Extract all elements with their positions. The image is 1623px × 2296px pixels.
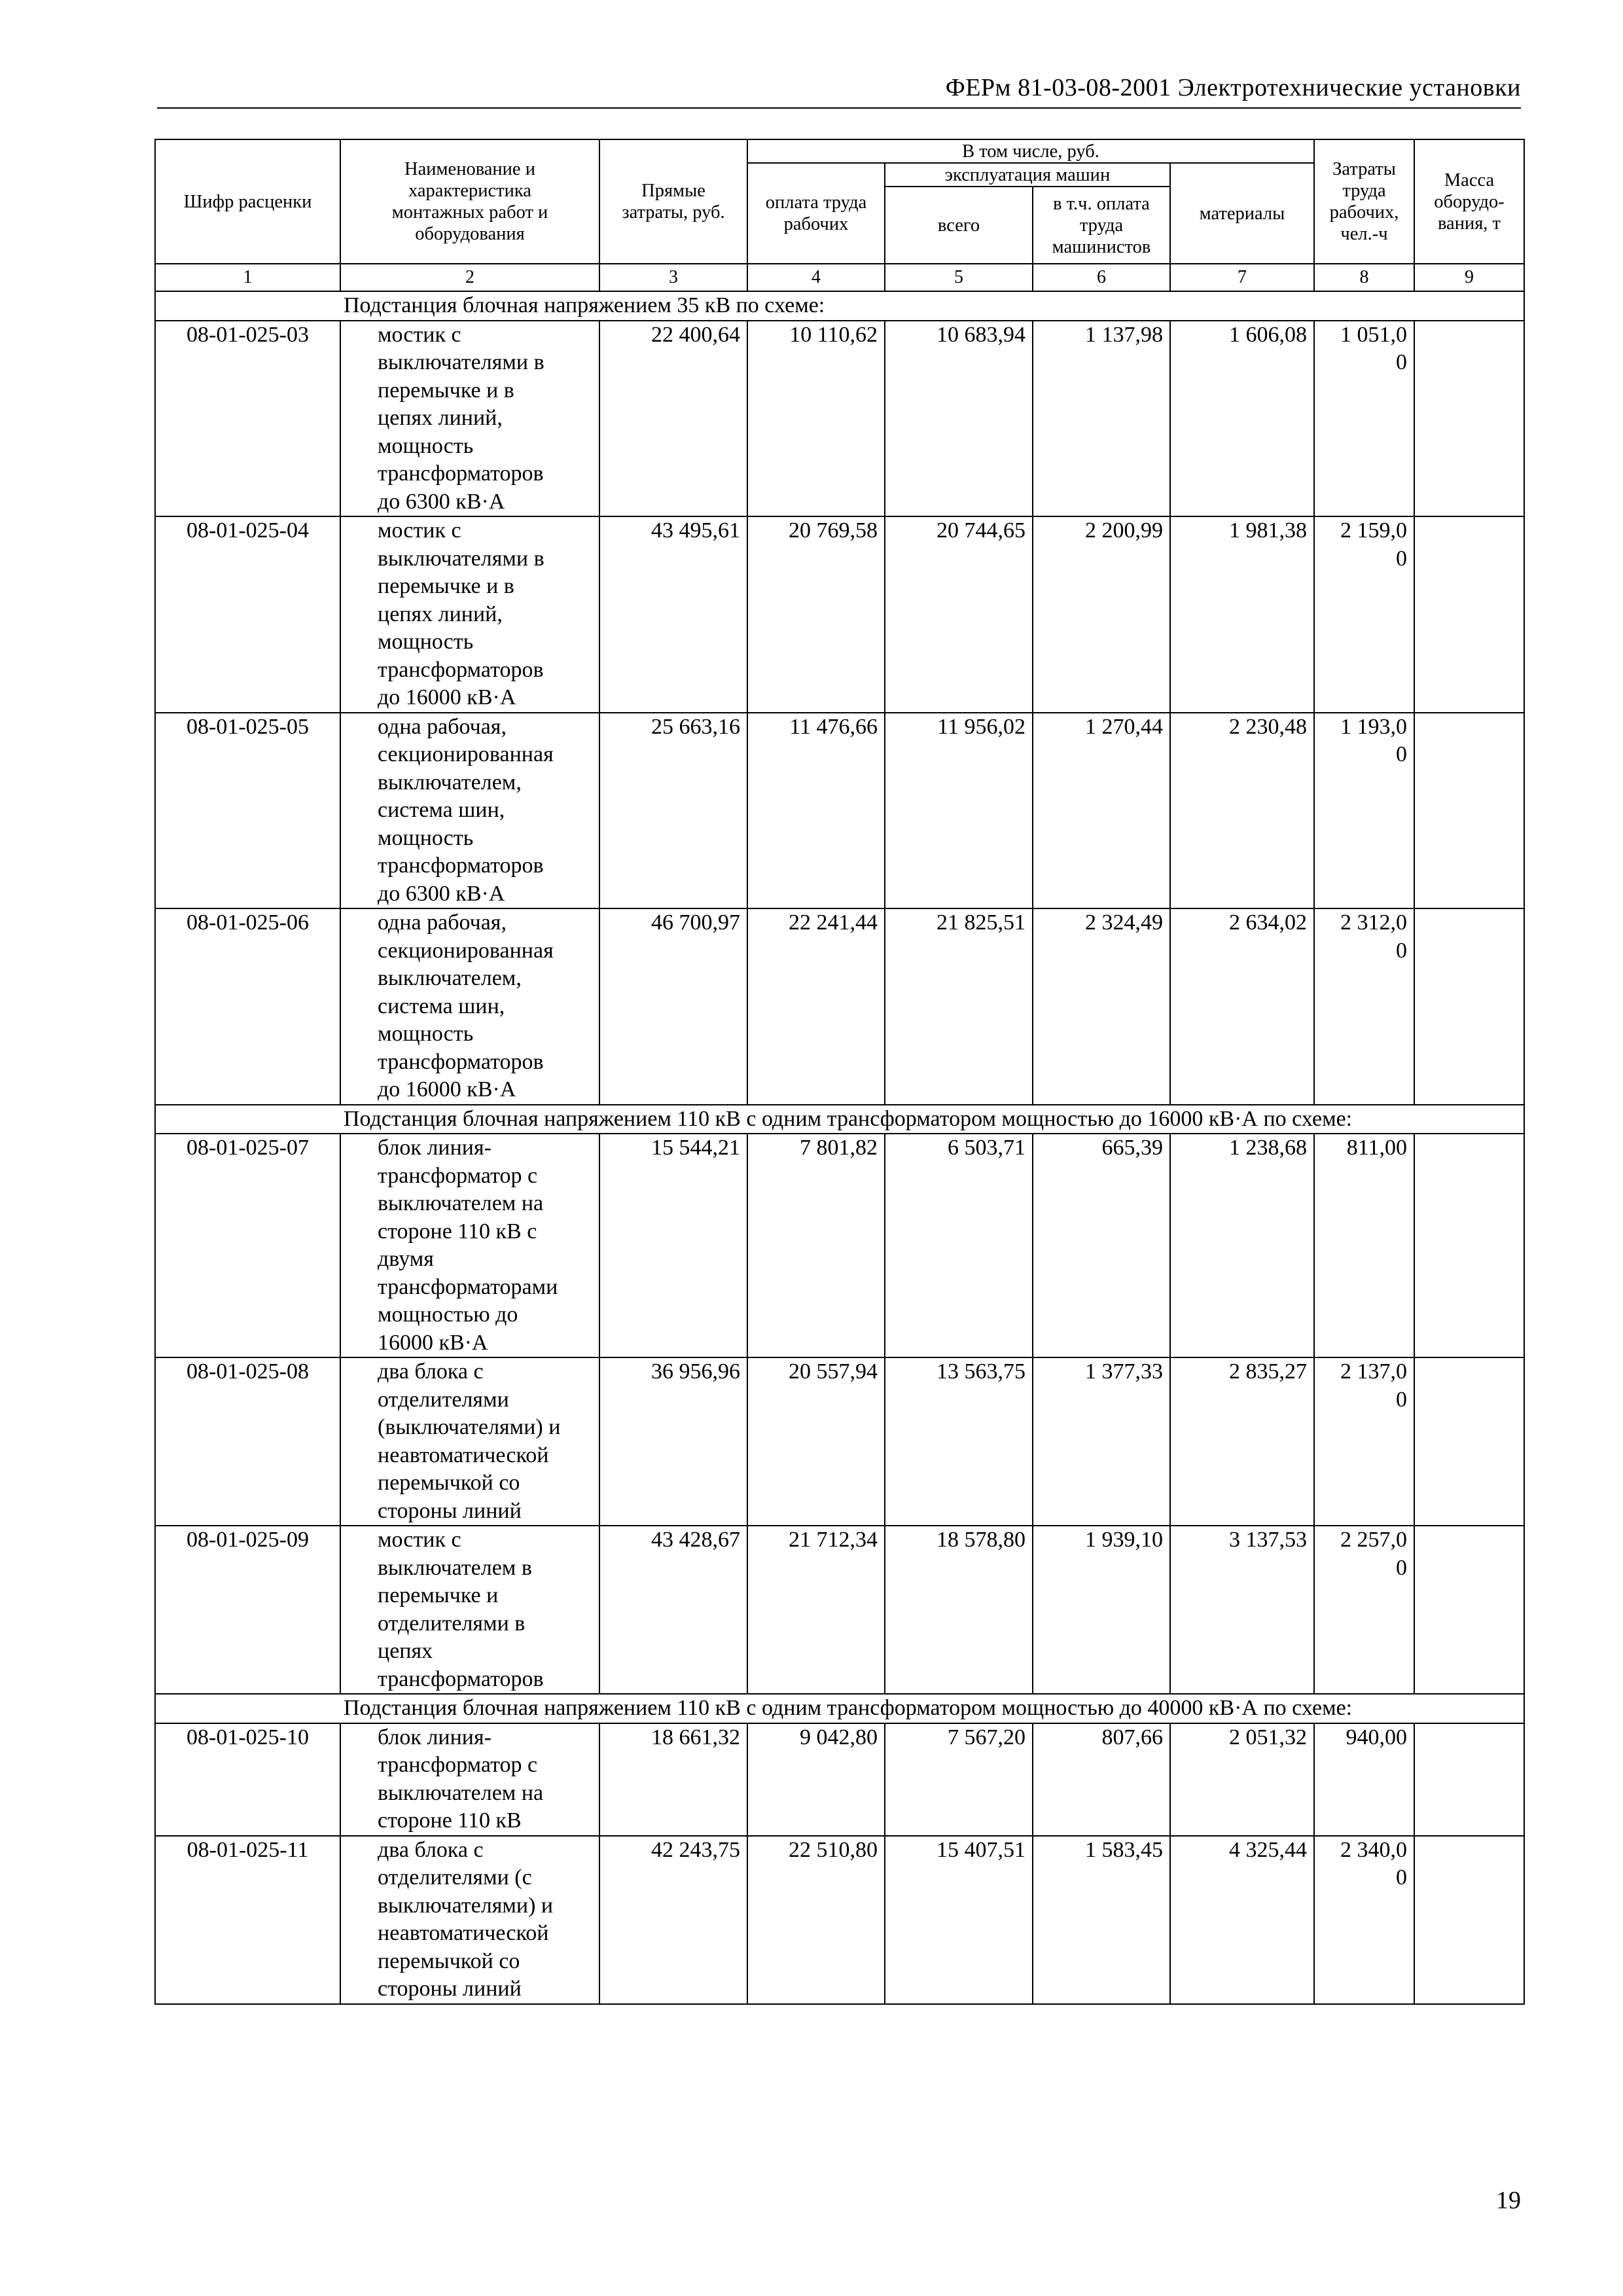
text-line: 0: [1396, 1555, 1407, 1580]
text-line: выключателями) и: [378, 1893, 554, 1918]
section-title: Подстанция блочная напряжением 110 кВ с одним трансформатором мощностью до 16000 кВ·А по схеме:: [155, 1105, 1524, 1134]
text-line: мостик с: [378, 1528, 461, 1552]
col-header-mass: [1414, 139, 1524, 264]
text-line: двумя: [378, 1247, 434, 1271]
rate-code: 08-01-025-09: [155, 1526, 340, 1694]
col-header-name: [340, 139, 599, 264]
column-number: 2: [340, 264, 599, 291]
rate-code: 08-01-025-11: [155, 1836, 340, 2004]
text-line: 16000 кВ·А: [378, 1330, 488, 1355]
text-line: мощность: [378, 1022, 474, 1046]
text-line: отделителями (с: [378, 1865, 532, 1890]
text-line: система шин,: [378, 798, 505, 822]
text-line: трансформаторов: [378, 657, 544, 682]
text-line: стороне 110 кВ: [378, 1808, 522, 1833]
table-row: [155, 1357, 1524, 1526]
section-title: Подстанция блочная напряжением 35 кВ по схеме:: [155, 291, 1524, 321]
materials-cost: 2 634,02: [1170, 908, 1314, 1105]
labor-hours: [1314, 1723, 1414, 1836]
labor-pay: 22 241,44: [747, 908, 885, 1105]
rate-code: 08-01-025-05: [155, 713, 340, 909]
equipment-mass: [1414, 908, 1524, 1105]
text-line: затраты, руб.: [622, 202, 725, 223]
materials-cost: 1 606,08: [1170, 321, 1314, 517]
text-line: Наименование и: [404, 159, 535, 179]
table-row: [155, 1836, 1524, 2004]
table-row: [155, 1526, 1524, 1694]
col-header-code: Шифр расценки: [155, 139, 340, 264]
equipment-mass: [1414, 516, 1524, 713]
text-line: система шин,: [378, 994, 505, 1018]
rate-description: [340, 1134, 599, 1357]
rate-code: 08-01-025-06: [155, 908, 340, 1105]
rate-code: 08-01-025-08: [155, 1357, 340, 1526]
machinists-pay: 1 939,10: [1033, 1526, 1170, 1694]
machinists-pay: 2 200,99: [1033, 516, 1170, 713]
materials-cost: 3 137,53: [1170, 1526, 1314, 1694]
direct-costs: 36 956,96: [599, 1357, 747, 1526]
labor-hours: [1314, 713, 1414, 909]
text-line: оплата труда: [765, 192, 867, 213]
equipment-mass: [1414, 713, 1524, 909]
text-line: отделителями: [378, 1387, 509, 1412]
table-row: [155, 321, 1524, 517]
text-line: мощность: [378, 825, 474, 850]
text-line: 2 159,0: [1340, 518, 1407, 543]
machines-total: 6 503,71: [885, 1134, 1033, 1357]
text-line: выключателями в: [378, 546, 544, 571]
text-line: 0: [1396, 742, 1407, 766]
text-line: трансформаторами: [378, 1274, 558, 1299]
text-line: в т.ч. оплата: [1053, 193, 1150, 214]
direct-costs: 46 700,97: [599, 908, 747, 1105]
labor-hours: [1314, 321, 1414, 517]
text-line: 0: [1396, 1865, 1407, 1890]
rates-table: [154, 139, 1525, 2005]
machinists-pay: 1 137,98: [1033, 321, 1170, 517]
materials-cost: 2 230,48: [1170, 713, 1314, 909]
table-row: [155, 908, 1524, 1105]
text-line: до 6300 кВ·А: [378, 881, 505, 906]
materials-cost: 4 325,44: [1170, 1836, 1314, 2004]
text-line: мощность: [378, 433, 474, 458]
text-line: характеристика: [408, 181, 531, 201]
text-line: оборудования: [415, 224, 525, 244]
equipment-mass: [1414, 1357, 1524, 1526]
labor-pay: 11 476,66: [747, 713, 885, 909]
equipment-mass: [1414, 1723, 1524, 1836]
text-line: неавтоматической: [378, 1921, 549, 1945]
col-header-direct: [599, 139, 747, 264]
text-line: перемычке и: [378, 1583, 499, 1607]
text-line: рабочих: [783, 214, 849, 234]
text-line: выключателем на: [378, 1780, 544, 1805]
column-number: 4: [747, 264, 885, 291]
machines-total: 15 407,51: [885, 1836, 1033, 2004]
machines-total: 21 825,51: [885, 908, 1033, 1105]
machines-total: 13 563,75: [885, 1357, 1033, 1526]
text-line: 1 051,0: [1340, 322, 1407, 347]
labor-hours: [1314, 1357, 1414, 1526]
labor-pay: 7 801,82: [747, 1134, 885, 1357]
rate-code: 08-01-025-07: [155, 1134, 340, 1357]
labor-pay: 20 769,58: [747, 516, 885, 713]
text-line: выключателем,: [378, 770, 522, 795]
direct-costs: 15 544,21: [599, 1134, 747, 1357]
materials-cost: 1 238,68: [1170, 1134, 1314, 1357]
text-line: трансформатор с: [378, 1163, 538, 1188]
labor-hours: [1314, 1836, 1414, 2004]
text-line: трансформаторов: [378, 1049, 544, 1074]
column-number: 8: [1314, 264, 1414, 291]
machines-total: 20 744,65: [885, 516, 1033, 713]
text-line: перемычке и в: [378, 574, 514, 598]
text-line: выключателем в: [378, 1555, 532, 1580]
text-line: выключателем на: [378, 1191, 544, 1215]
column-number: 1: [155, 264, 340, 291]
document-header-title: ФЕРм 81-03-08-2001 Электротехнические установки: [945, 74, 1521, 101]
col-header-labor: [1314, 139, 1414, 264]
text-line: цепях линий,: [378, 601, 503, 626]
rate-code: 08-01-025-04: [155, 516, 340, 713]
column-number: 5: [885, 264, 1033, 291]
text-line: до 16000 кВ·А: [378, 1077, 516, 1102]
materials-cost: 2 051,32: [1170, 1723, 1314, 1836]
section-header-row: [155, 291, 1524, 321]
column-numbers-row: [155, 264, 1524, 291]
direct-costs: 18 661,32: [599, 1723, 747, 1836]
machinists-pay: 665,39: [1033, 1134, 1170, 1357]
text-line: 0: [1396, 350, 1407, 374]
column-number: 3: [599, 264, 747, 291]
text-line: рабочих,: [1329, 202, 1399, 223]
text-line: два блока с: [378, 1359, 484, 1384]
machinists-pay: 1 270,44: [1033, 713, 1170, 909]
text-line: Затраты: [1332, 159, 1396, 179]
text-line: 0: [1396, 1387, 1407, 1412]
col-header-incl: В том числе, руб.: [747, 139, 1314, 163]
text-line: перемычкой со: [378, 1948, 520, 1973]
rate-description: [340, 1723, 599, 1836]
rate-description: [340, 713, 599, 909]
text-line: Прямые: [641, 181, 705, 201]
labor-hours: [1314, 1134, 1414, 1357]
direct-costs: 43 495,61: [599, 516, 747, 713]
text-line: цепях линий,: [378, 406, 503, 430]
text-line: 2 340,0: [1340, 1837, 1407, 1862]
machines-total: 11 956,02: [885, 713, 1033, 909]
labor-pay: 10 110,62: [747, 321, 885, 517]
table-row: [155, 1723, 1524, 1836]
col-header-labor-pay: [747, 163, 885, 264]
section-header-row: [155, 1105, 1524, 1134]
text-line: труда: [1342, 181, 1386, 201]
text-line: чел.-ч: [1340, 224, 1388, 244]
text-line: 2 257,0: [1340, 1528, 1407, 1552]
text-line: мостик с: [378, 322, 461, 347]
rate-code: 08-01-025-10: [155, 1723, 340, 1836]
text-line: (выключателями) и: [378, 1415, 561, 1439]
text-line: машинистов: [1052, 236, 1151, 257]
labor-pay: 22 510,80: [747, 1836, 885, 2004]
text-line: секционированная: [378, 938, 554, 963]
table-row: [155, 713, 1524, 909]
rate-description: [340, 321, 599, 517]
text-line: стороны линий: [378, 1977, 522, 2001]
text-line: одна рабочая,: [378, 714, 507, 739]
rate-description: [340, 1836, 599, 2004]
text-line: перемычкой со: [378, 1471, 520, 1495]
machinists-pay: 807,66: [1033, 1723, 1170, 1836]
text-line: мостик с: [378, 518, 461, 543]
column-number: 6: [1033, 264, 1170, 291]
labor-pay: 20 557,94: [747, 1357, 885, 1526]
rate-description: [340, 1526, 599, 1694]
table-row: [155, 516, 1524, 713]
direct-costs: 25 663,16: [599, 713, 747, 909]
text-line: трансформатор с: [378, 1753, 538, 1777]
header-rule: [157, 107, 1521, 109]
column-number: 9: [1414, 264, 1524, 291]
text-line: 0: [1396, 938, 1407, 963]
text-line: трансформаторов: [378, 853, 544, 878]
text-line: мощность: [378, 630, 474, 654]
machines-total: 7 567,20: [885, 1723, 1033, 1836]
text-line: секционированная: [378, 742, 554, 766]
machinists-pay: 2 324,49: [1033, 908, 1170, 1105]
equipment-mass: [1414, 1526, 1524, 1694]
text-line: до 6300 кВ·А: [378, 489, 505, 514]
column-number: 7: [1170, 264, 1314, 291]
text-line: цепях: [378, 1639, 433, 1663]
rate-description: [340, 1357, 599, 1526]
text-line: вания, т: [1437, 213, 1501, 234]
col-header-machines: эксплуатация машин: [885, 163, 1170, 187]
text-line: 940,00: [1346, 1725, 1407, 1749]
direct-costs: 43 428,67: [599, 1526, 747, 1694]
text-line: одна рабочая,: [378, 910, 507, 935]
col-header-machinists: [1033, 187, 1170, 264]
text-line: 0: [1396, 546, 1407, 571]
text-line: перемычке и в: [378, 378, 514, 403]
text-line: отделителями в: [378, 1611, 526, 1636]
text-line: до 16000 кВ·А: [378, 685, 516, 709]
text-line: 2 312,0: [1340, 910, 1407, 935]
text-line: стороны линий: [378, 1498, 522, 1523]
direct-costs: 22 400,64: [599, 321, 747, 517]
text-line: Масса: [1444, 170, 1495, 190]
machines-total: 18 578,80: [885, 1526, 1033, 1694]
labor-hours: [1314, 516, 1414, 713]
text-line: монтажных работ и: [391, 202, 548, 223]
table-row: [155, 1134, 1524, 1357]
materials-cost: 2 835,27: [1170, 1357, 1314, 1526]
text-line: труда: [1079, 215, 1124, 236]
text-line: трансформаторов: [378, 1666, 544, 1691]
text-line: выключателем,: [378, 966, 522, 990]
rate-description: [340, 908, 599, 1105]
equipment-mass: [1414, 1836, 1524, 2004]
text-line: 811,00: [1346, 1136, 1407, 1160]
rate-code: 08-01-025-03: [155, 321, 340, 517]
machinists-pay: 1 583,45: [1033, 1836, 1170, 2004]
text-line: 1 193,0: [1340, 714, 1407, 739]
labor-hours: [1314, 908, 1414, 1105]
labor-pay: 9 042,80: [747, 1723, 885, 1836]
text-line: 2 137,0: [1340, 1359, 1407, 1384]
materials-cost: 1 981,38: [1170, 516, 1314, 713]
section-header-row: [155, 1694, 1524, 1723]
col-header-materials: материалы: [1170, 163, 1314, 264]
rate-description: [340, 516, 599, 713]
labor-hours: [1314, 1526, 1414, 1694]
machinists-pay: 1 377,33: [1033, 1357, 1170, 1526]
text-line: блок линия-: [378, 1136, 491, 1160]
text-line: два блока с: [378, 1837, 484, 1862]
text-line: неавтоматической: [378, 1443, 549, 1467]
labor-pay: 21 712,34: [747, 1526, 885, 1694]
text-line: стороне 110 кВ с: [378, 1219, 537, 1244]
text-line: трансформаторов: [378, 461, 544, 486]
direct-costs: 42 243,75: [599, 1836, 747, 2004]
machines-total: 10 683,94: [885, 321, 1033, 517]
equipment-mass: [1414, 321, 1524, 517]
text-line: выключателями в: [378, 350, 544, 374]
section-title: Подстанция блочная напряжением 110 кВ с одним трансформатором мощностью до 40000 кВ·А по схеме:: [155, 1694, 1524, 1723]
text-line: блок линия-: [378, 1725, 491, 1749]
text-line: мощностью до: [378, 1302, 518, 1327]
col-header-machines-total: всего: [885, 187, 1033, 264]
page-number: 19: [1496, 2187, 1521, 2214]
text-line: оборудо-: [1434, 191, 1505, 212]
equipment-mass: [1414, 1134, 1524, 1357]
